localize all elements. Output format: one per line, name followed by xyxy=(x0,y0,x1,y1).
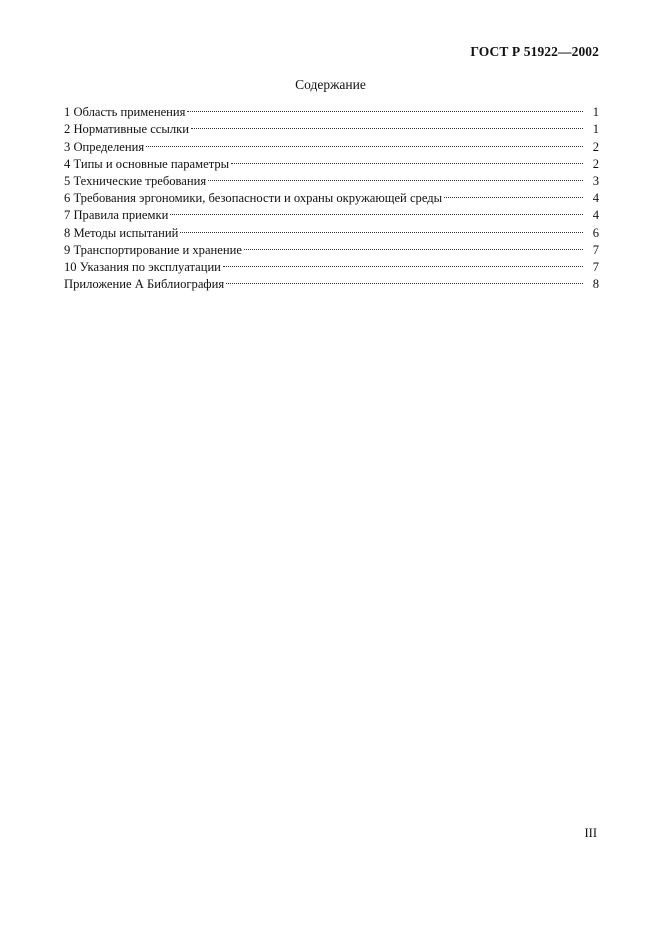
dot-leader xyxy=(231,151,583,168)
toc-item-label: 7 Правила приемки xyxy=(64,208,169,223)
toc-item-label: 10 Указания по эксплуатации xyxy=(64,259,221,274)
dot-leader xyxy=(191,116,583,133)
dot-leader xyxy=(444,185,583,202)
dot-leader xyxy=(226,271,583,288)
dot-leader xyxy=(170,202,583,219)
dot-leader xyxy=(208,168,583,185)
toc-item-types-and-parameters[interactable] xyxy=(64,151,599,171)
toc-item-page: 3 xyxy=(592,173,599,188)
toc-item-scope[interactable] xyxy=(64,99,599,120)
page-number: III xyxy=(584,826,597,840)
toc-item-page: 7 xyxy=(592,242,599,257)
toc-item-label: 8 Методы испытаний xyxy=(64,225,179,240)
toc-item-page: 1 xyxy=(592,122,599,137)
table-of-contents xyxy=(64,99,599,292)
toc-item-page: 2 xyxy=(592,156,599,171)
dot-leader xyxy=(187,99,583,116)
toc-item-page: 7 xyxy=(592,259,599,274)
dot-leader xyxy=(146,133,583,150)
toc-item-page: 6 xyxy=(592,225,599,240)
toc-title: Содержание xyxy=(295,77,366,92)
toc-item-label: 6 Требования эргономики, безопасности и охраны окружающей среды xyxy=(64,191,443,206)
toc-item-page: 4 xyxy=(592,191,599,206)
toc-item-page: 1 xyxy=(592,105,599,120)
toc-item-label: 4 Типы и основные параметры xyxy=(64,156,230,171)
dot-leader xyxy=(180,219,583,236)
toc-item-label: Приложение А Библиография xyxy=(64,277,225,292)
toc-item-label: 2 Нормативные ссылки xyxy=(64,122,190,137)
toc-item-page: 4 xyxy=(592,208,599,223)
toc-item-label: 5 Технические требования xyxy=(64,173,207,188)
toc-item-page: 8 xyxy=(592,277,599,292)
toc-item-label: 9 Транспортирование и хранение xyxy=(64,242,242,257)
toc-item-page: 2 xyxy=(592,139,599,154)
dot-leader xyxy=(223,254,583,271)
toc-item-label: 1 Область применения xyxy=(64,105,186,120)
dot-leader xyxy=(244,237,583,254)
document-code: ГОСТ Р 51922—2002 xyxy=(470,44,599,59)
toc-item-label: 3 Определения xyxy=(64,139,145,154)
